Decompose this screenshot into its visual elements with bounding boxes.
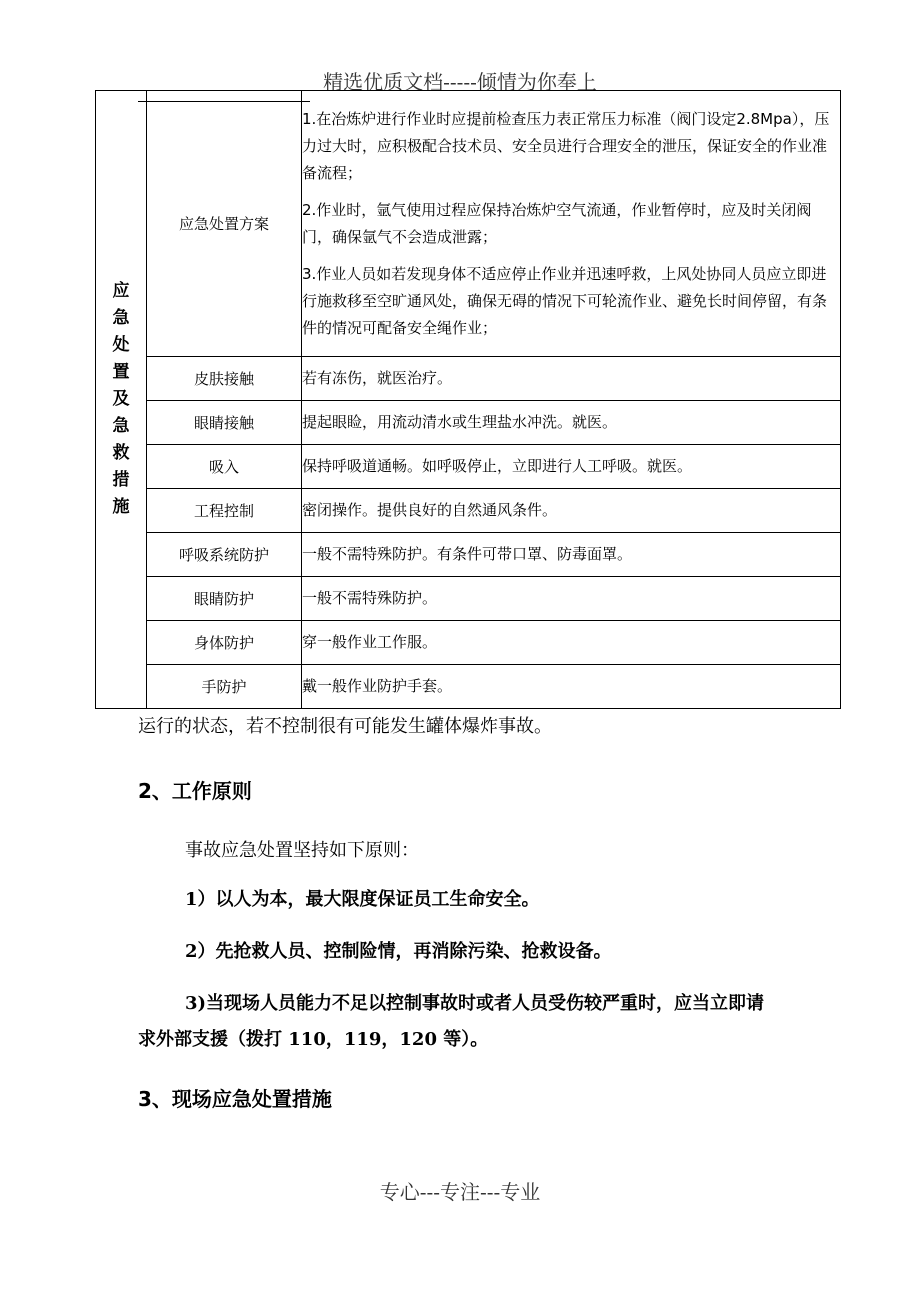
section-title-char: 应 [112,281,130,301]
row-content: 保持呼吸道通畅。如呼吸停止，立即进行人工呼吸。就医。 [302,445,841,489]
plan-item-2: 2.作业时，氩气使用过程应保持冶炼炉空气流通，作业暂停时，应及时关闭阀门，确保氩气不会造成泄露； [302,200,812,246]
heading-onsite-measures: 3、现场应急处置措施 [138,1087,332,1111]
row-label: 工程控制 [147,489,302,533]
section-title-char: 处 [112,335,130,355]
row-content: 戴一般作业防护手套。 [302,665,841,709]
plan-item-1: 1.在冶炼炉进行作业时应提前检查压力表正常压力标准（阀门设定2.8Mpa），压力过大时，应积极配合技术员、安全员进行合理安全的泄压，保证安全的作业准备流程； [302,109,830,182]
row-label: 吸入 [147,445,302,489]
table-row [96,489,841,533]
principle-1: 1）以人为本，最大限度保证员工生命安全。 [185,889,540,910]
row-label: 皮肤接触 [147,357,302,401]
section-title-char: 急 [112,308,130,328]
table-row [96,445,841,489]
row-content: 密闭操作。提供良好的自然通风条件。 [302,489,841,533]
row-label: 手防护 [147,665,302,709]
table-row [96,357,841,401]
row-label: 呼吸系统防护 [147,533,302,577]
principles-intro: 事故应急处置坚持如下原则： [185,840,419,861]
table-row [96,621,841,665]
principle-3-line-2: 求外部支援（拨打 110，119，120 等）。 [138,1029,489,1050]
table-row [96,401,841,445]
page-footer: 专心---专注---专业 [379,1180,541,1204]
section-title-char: 施 [112,497,130,517]
principle-2: 2）先抢救人员、控制险情，再消除污染、抢救设备。 [185,941,612,962]
plan-item-3: 3.作业人员如若发现身体不适应停止作业并迅速呼救，上风处协同人员应立即进行施救移至空旷通风处，确保无碍的情况下可轮流作业、避免长时间停留，有条件的情况可配备安全绳作业； [302,264,828,337]
section-title-char: 急 [112,416,130,436]
continuation-text: 运行的状态，若不控制很有可能发生罐体爆炸事故。 [138,716,552,737]
plan-label: 应急处置方案 [147,91,302,357]
row-label: 身体防护 [147,621,302,665]
plan-content [302,91,841,357]
row-content: 一般不需特殊防护。有条件可带口罩、防毒面罩。 [302,533,841,577]
row-content: 一般不需特殊防护。 [302,577,841,621]
row-content: 若有冻伤，就医治疗。 [302,357,841,401]
page-header: 精选优质文档-----倾情为你奉上 [323,70,597,94]
section-title-char: 置 [112,362,130,382]
row-label: 眼睛接触 [147,401,302,445]
row-label: 眼睛防护 [147,577,302,621]
table-row [96,665,841,709]
section-title [96,91,147,709]
row-content: 提起眼睑，用流动清水或生理盐水冲洗。就医。 [302,401,841,445]
principle-3-line-1: 3)当现场人员能力不足以控制事故时或者人员受伤较严重时，应当立即请 [185,993,765,1014]
emergency-measures-table [95,90,841,709]
heading-work-principles: 2、工作原则 [138,779,252,803]
table-row [96,533,841,577]
row-content: 穿一般作业工作服。 [302,621,841,665]
section-title-char: 及 [112,389,130,409]
table-row [96,577,841,621]
section-title-char: 救 [112,443,130,463]
section-title-char: 措 [112,470,130,490]
table-row-plan [96,91,841,357]
